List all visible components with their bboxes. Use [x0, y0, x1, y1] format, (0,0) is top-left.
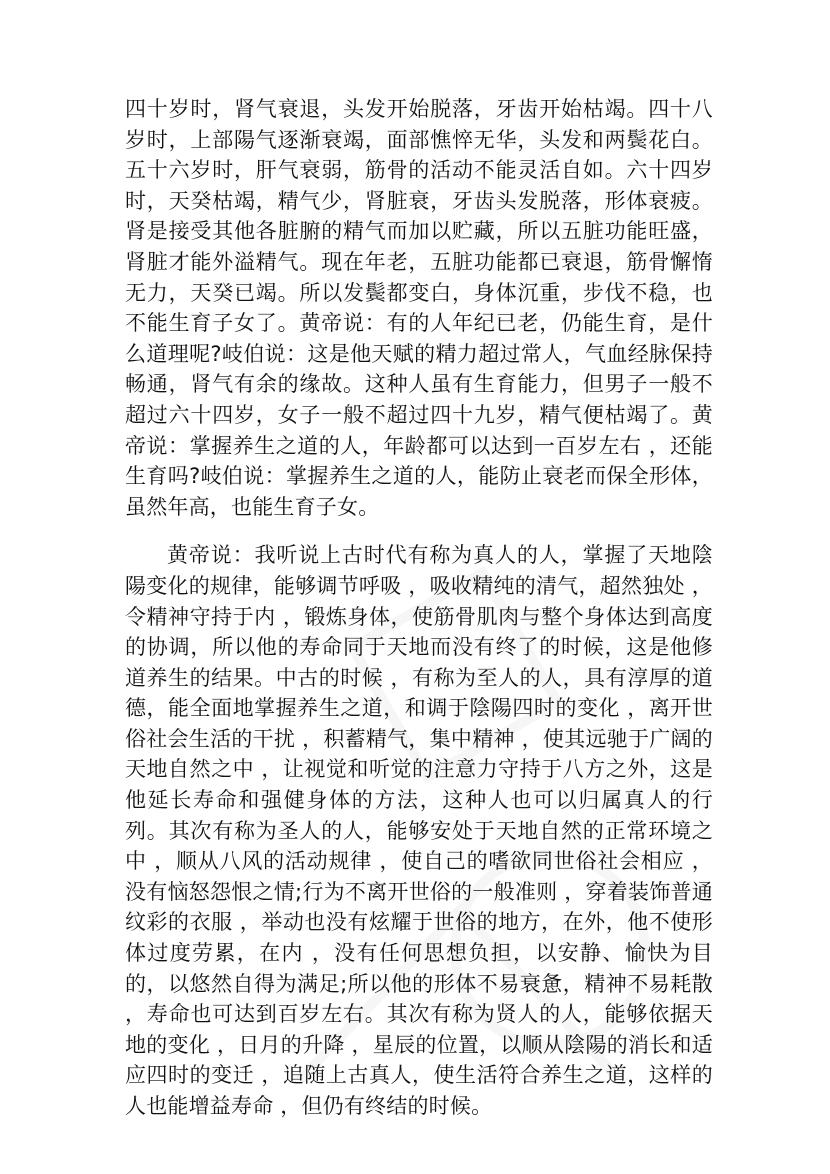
paragraph-zhenren: 黄帝说：我听说上古时代有称为真人的人，掌握了天地陰陽变化的规律，能够调节呼吸 ，吸收精纯的清气，超然独处 ，令精神守持于内 ，锻炼身体，使筋骨肌肉与整个身体达到高度的协调，所以他的寿命同于天地而没有终了的时候，这是他修道养生的结果。中古的时候 ，有称为至人的人，具有淳厚的道德，能全面地掌握养生之道，和调于陰陽四时的变化 ，离开世俗社会生活的干扰 ，积蓄精气，集中精神 ，使其远驰于广阔的天地自然之中 ，让视觉和听觉的注意力守持于八方之外，这是他延长寿命和强健身体的方法，这种人也可以归属真人的行列。其次有称为圣人的人，能够安处于天地自然的正常环境之中 ，顺从八风的活动规律 ，使自己的嗜欲同世俗社会相应 ，没有恼怒怨恨之情;行为不离开世俗的一般准则 ，穿着装饰普通纹彩的衣服 ，举动也没有炫耀于世俗的地方，在外，他不使形体过度劳累，在内 ，没有任何思想负担，以安静、愉快为目的，以悠然自得为满足;所以他的形体不易衰惫，精神不易耗散 ，寿命也可达到百岁左右。其次有称为贤人的人，能够依据天地的变化 ，日月的升降 ，星辰的位置，以顺从陰陽的消长和适应四时的变迁 ，追随上古真人，使生活符合养生之道，这样的人也能增益寿命 ，但仍有终结的时候。 — [125, 543, 713, 1118]
paragraph-aging: 四十岁时，肾气衰退，头发开始脱落，牙齿开始枯竭。四十八岁时，上部陽气逐渐衰竭，面部憔悴无华，头发和两鬓花白。五十六岁时，肝气衰弱，筋骨的活动不能灵活自如。六十四岁时，天癸枯竭，精气少，肾脏衰，牙齿头发脱落，形体衰疲。肾是接受其他各脏腑的精气而加以贮藏，所以五脏功能旺盛，肾脏才能外溢精气。现在年老，五脏功能都已衰退，筋骨懈惰无力，天癸已竭。所以发鬓都变白，身体沉重，步伐不稳，也不能生育子女了。黄帝说：有的人年纪已老，仍能生育，是什么道理呢?岐伯说：这是他天赋的精力超过常人，气血经脉保持畅通，肾气有余的缘故。这种人虽有生育能力，但男子一般不超过六十四岁，女子一般不超过四十九岁，精气便枯竭了。黄帝说：掌握养生之道的人，年龄都可以达到一百岁左右 ，还能生育吗?岐伯说：掌握养生之道的人，能防止衰老而保全形体，虽然年高，也能生育子女。 — [125, 97, 713, 519]
body-text — [125, 94, 713, 1122]
